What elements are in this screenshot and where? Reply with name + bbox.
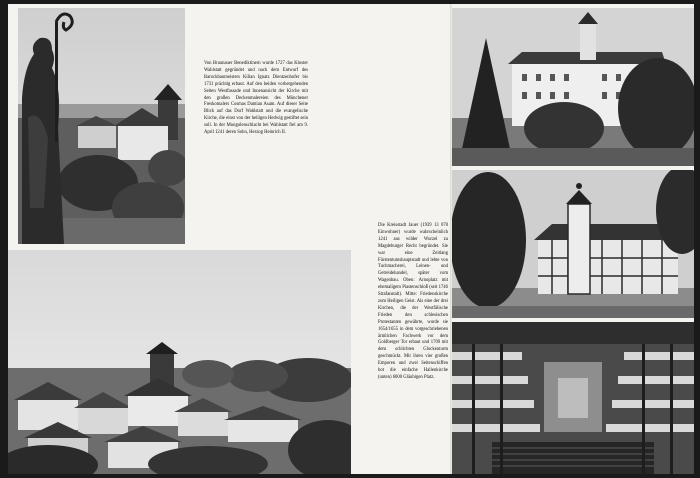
caption-wahlstatt: Von Braunauer Benediktinern wurde 1727 das Kloster Wahlstatt gegründet und nach dem Entwurf des Barockbaumeisters Kilian Ignatz Dientzenhofer bis 1731 prächtig erbaut. Auf den beiden vorhergehenden Seiten Westfassade und Innenansicht der Kirche mit den großen Deckenmalereien des Münchener Freskomalers Cosmas Damian Asam. Auf dieser Seite Blick auf das Dorf Wahlstatt und die evangelische Kirche, die einst von der heiligen Hedwig gestiftet sein soll. In der Mongolenschlacht bei Wahlstatt fiel am 9. April 1241 deren Sohn, Herzog Heinrich II. — [204, 61, 308, 136]
photo-wahlstatt-village — [8, 250, 351, 474]
photo-friedenskirche-interior — [452, 322, 694, 474]
photo-wahlstatt-statue — [18, 8, 185, 244]
right-page — [452, 4, 694, 474]
photo-friedenskirche-exterior — [452, 170, 694, 318]
photo-jauer-castle — [452, 8, 694, 166]
caption-jauer: Die Kreisstadt Jauer (1939 13 078 Einwohner) wurde wahrscheinlich 1241 aus wilder Wurzel zu Magdeburger Recht begründet. Sie war eine Zeitlang Fürstentumshauptstadt und lebte von Tuchmacherei, Leinen- und Getreidehandel, später vom Wagenbau. Oben: Arnoplatz mit ehemaligem Piastenschloß (seit 1746 Strafanstalt). Mitte: Friedenskirche zum Heiligen Geist. Als eine der drei Kirchen, die der Westfälische Frieden den schlesischen Protestanten gewährte, wurde sie 1654/1655 in dem vorgeschriebenen ärmlichen Fachwerk vor dem Goldberger Tor erbaut und 1709 mit dem schlichten Glockenturm geschmückt. Mit ihren vier großen Emporen und zwei Seitenschiffen bot die einfache Hallenkirche (unten) 6000 Gläubigen Platz. — [378, 223, 448, 380]
left-page — [8, 4, 452, 474]
